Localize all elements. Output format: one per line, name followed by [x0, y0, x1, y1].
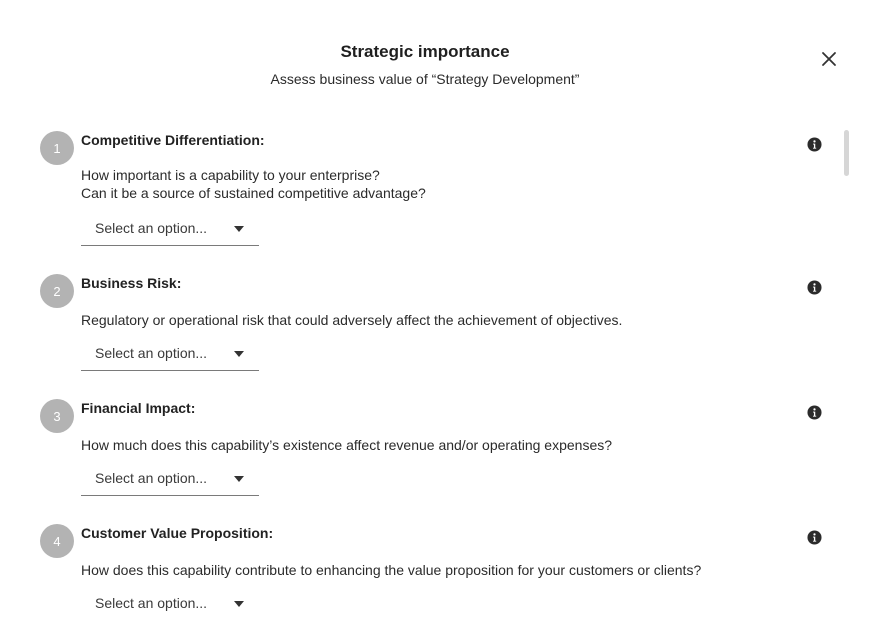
option-select[interactable] — [81, 465, 259, 496]
question-number-badge: 3 — [40, 399, 74, 433]
caret-down-icon — [234, 226, 244, 232]
question-description — [81, 436, 612, 454]
close-button[interactable] — [817, 47, 841, 71]
question-title: Financial Impact: — [81, 400, 196, 416]
dialog-title: Strategic importance — [340, 42, 510, 61]
select-placeholder: Select an option... — [95, 595, 208, 611]
close-icon — [821, 51, 837, 67]
option-select[interactable] — [81, 340, 259, 371]
info-icon[interactable] — [807, 137, 822, 152]
info-icon[interactable] — [807, 530, 822, 545]
question-description-line: How does this capability contribute to enhancing the value proposition for your customers or clients? — [81, 562, 702, 578]
question-description — [81, 166, 426, 202]
scrollbar-thumb[interactable] — [844, 130, 849, 176]
select-placeholder: Select an option... — [95, 345, 208, 361]
question-number-badge: 1 — [40, 131, 74, 165]
question-title: Business Risk: — [81, 275, 182, 291]
caret-down-icon — [234, 601, 244, 607]
caret-down-icon — [234, 351, 244, 357]
question-description-line: Regulatory or operational risk that could adversely affect the achievement of objectives. — [81, 312, 623, 328]
question-description — [81, 561, 701, 579]
option-select[interactable] — [81, 215, 259, 246]
info-icon[interactable] — [807, 405, 822, 420]
question-title: Competitive Differentiation: — [81, 132, 265, 148]
option-select[interactable] — [81, 590, 259, 618]
question-description — [81, 311, 622, 329]
question-number-badge: 4 — [40, 524, 74, 558]
caret-down-icon — [234, 476, 244, 482]
question-description-line: Can it be a source of sustained competitive advantage? — [81, 185, 426, 201]
info-icon[interactable] — [807, 280, 822, 295]
dialog-subtitle: Assess business value of “Strategy Development” — [270, 71, 580, 87]
select-placeholder: Select an option... — [95, 220, 208, 236]
question-description-line: How much does this capability’s existence affect revenue and/or operating expenses? — [81, 437, 613, 453]
select-placeholder: Select an option... — [95, 470, 208, 486]
question-number-badge: 2 — [40, 274, 74, 308]
question-description-line: How important is a capability to your enterprise? — [81, 167, 380, 183]
question-title: Customer Value Proposition: — [81, 525, 274, 541]
